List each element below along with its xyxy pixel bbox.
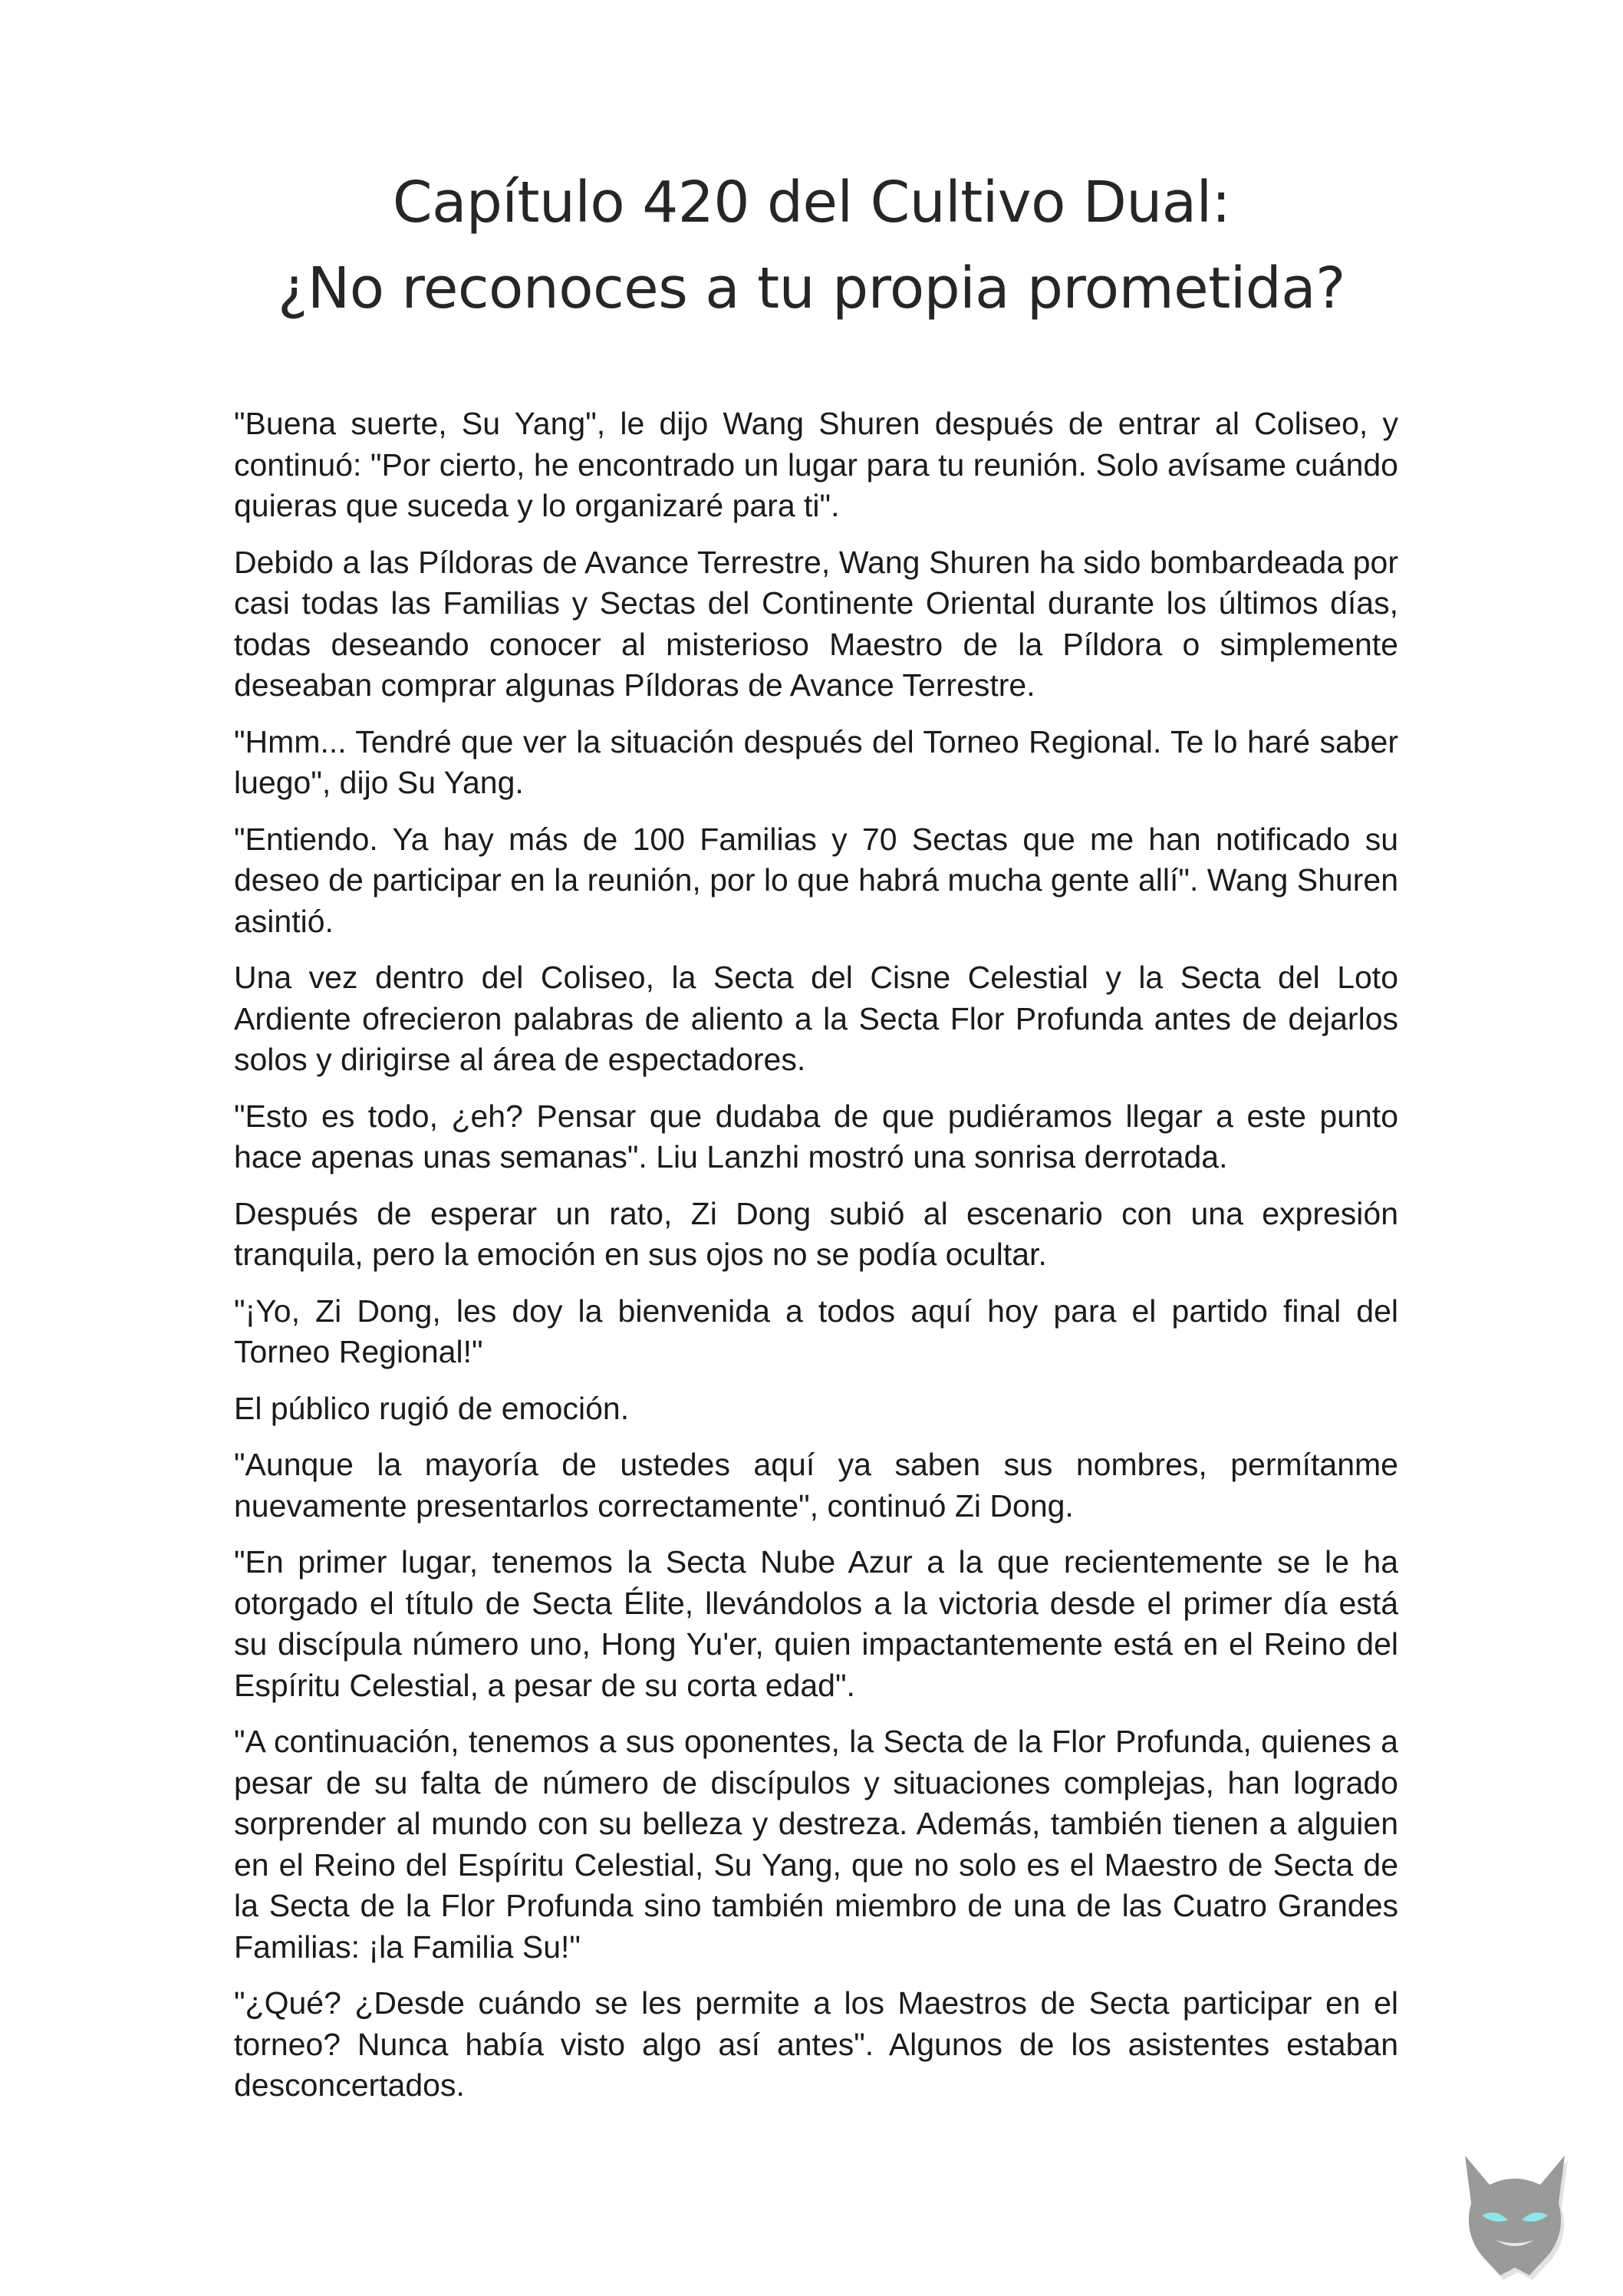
chapter-body bbox=[234, 404, 1398, 2122]
paragraph: Una vez dentro del Coliseo, la Secta del Cisne Celestial y la Secta del Loto Ardiente ofrecieron palabras de aliento a la Secta Flor Profunda antes de dejarlos solos y dirigirse al área de espectadores. bbox=[234, 960, 1398, 1077]
paragraph: "A continuación, tenemos a sus oponentes, la Secta de la Flor Profunda, quienes a pesar de su falta de número de discípulos y situaciones complejas, han logrado sorprender al mundo con su belleza y destreza. Además, también tienen a alguien en el Reino del Espíritu Celestial, Su Yang, que no solo es el Maestro de Secta de la Secta de la Flor Profunda sino también miembro de una de las Cuatro Grandes Familias: ¡la Familia Su!" bbox=[234, 1724, 1398, 1965]
paragraph: El público rugió de emoción. bbox=[234, 1390, 630, 1426]
paragraph: Después de esperar un rato, Zi Dong subió al escenario con una expresión tranquila, pero la emoción en sus ojos no se podía ocultar. bbox=[234, 1195, 1398, 1272]
demon-head-logo-icon bbox=[1434, 2125, 1595, 2286]
paragraph: "¡Yo, Zi Dong, les doy la bienvenida a todos aquí hoy para el partido final del Torneo Regional!" bbox=[234, 1293, 1398, 1369]
chapter-title bbox=[0, 160, 1623, 331]
paragraph: "Esto es todo, ¿eh? Pensar que dudaba de que pudiéramos llegar a este punto hace apenas unas semanas". Liu Lanzhi mostró una sonrisa derrotada. bbox=[234, 1098, 1398, 1174]
paragraph: "Buena suerte, Su Yang", le dijo Wang Shuren después de entrar al Coliseo, y continuó: "Por cierto, he encontrado un lugar para tu reunión. Solo avísame cuándo quieras que suceda y lo organizaré para ti". bbox=[234, 406, 1398, 523]
paragraph: "Hmm... Tendré que ver la situación después del Torneo Regional. Te lo haré saber luego", dijo Su Yang. bbox=[234, 723, 1398, 800]
paragraph: Debido a las Píldoras de Avance Terrestre, Wang Shuren ha sido bombardeada por casi todas las Familias y Sectas del Continente Oriental durante los últimos días, todas deseando conocer al misterioso Maestro de la Píldora o simplemente deseaban comprar algunas Píldoras de Avance Terrestre. bbox=[234, 544, 1398, 703]
paragraph: "¿Qué? ¿Desde cuándo se les permite a los Maestros de Secta participar en el torneo? Nunca había visto algo así antes". Algunos de los asistentes estaban desconcertados. bbox=[234, 1985, 1398, 2103]
paragraph: "Entiendo. Ya hay más de 100 Familias y 70 Sectas que me han notificado su deseo de participar en la reunión, por lo que habrá mucha gente allí". Wang Shuren asintió. bbox=[234, 821, 1398, 939]
paragraph: "Aunque la mayoría de ustedes aquí ya saben sus nombres, permítanme nuevamente presentarlos correctamente", continuó Zi Dong. bbox=[234, 1447, 1398, 1524]
paragraph: "En primer lugar, tenemos la Secta Nube Azur a la que recientemente se le ha otorgado el título de Secta Élite, llevándolos a la victoria desde el primer día está su discípula número uno, Hong Yu'er, quien impactantemente está en el Reino del Espíritu Celestial, a pesar de su corta edad". bbox=[234, 1544, 1398, 1703]
chapter-title-line-2: ¿No reconoces a tu propia prometida? bbox=[278, 255, 1345, 321]
chapter-title-line-1: Capítulo 420 del Cultivo Dual: bbox=[392, 170, 1231, 236]
